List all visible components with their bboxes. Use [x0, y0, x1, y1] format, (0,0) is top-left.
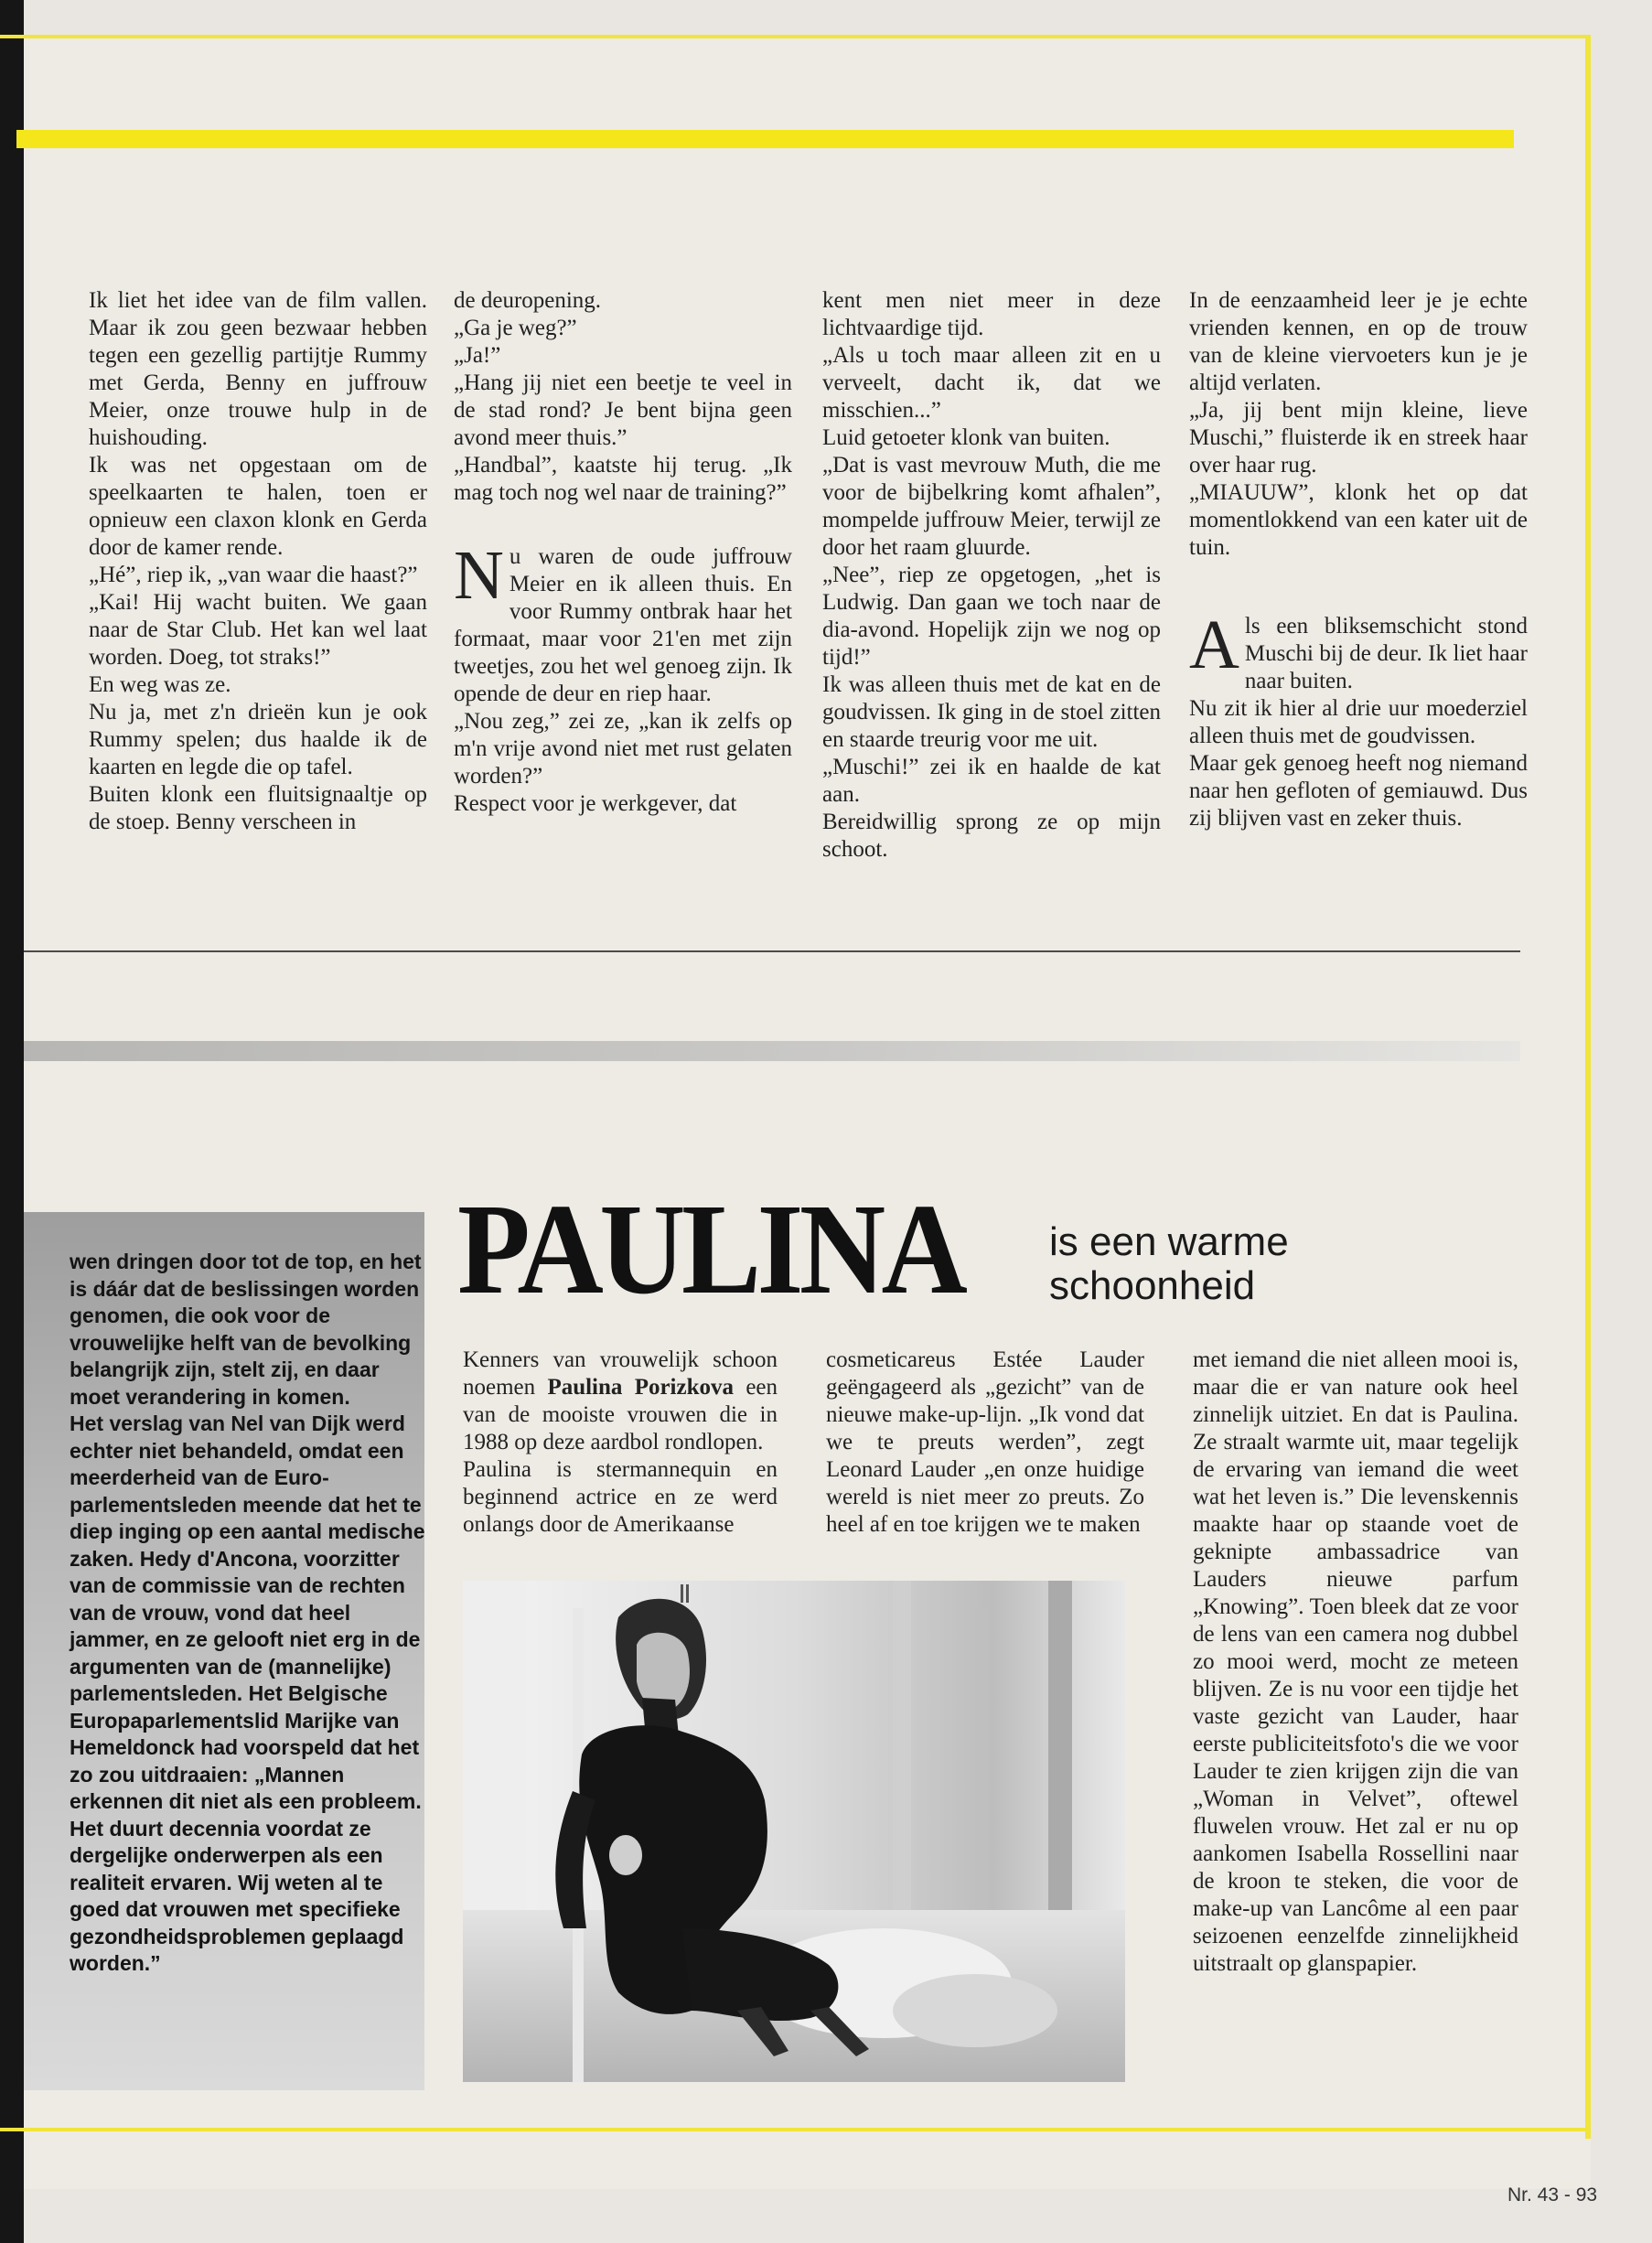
story-paragraph: En weg was ze.: [89, 672, 231, 697]
story-paragraph: „Muschi!” zei ik en haalde de kat aan.: [822, 755, 1161, 807]
yellow-header-band: [16, 130, 1514, 148]
article-paragraph: cosmeticareus Estée Lauder geëngageerd als „gezicht” van de nieuwe make-up-lijn. „Ik vond dat we te preuts werden”, zegt Leonard Lauder „en onze huidige wereld is niet meer zo preuts. Zo heel af en toe krijgen we te maken: [826, 1347, 1144, 1537]
story-paragraph: Respect voor je werkgever, dat: [454, 791, 737, 816]
story-paragraph: „Hé”, riep ik, „van waar die haast?”: [89, 563, 418, 587]
torn-edge: [0, 0, 24, 2243]
sidebar-text: [70, 1249, 426, 1978]
sidebar-paragraph: Het verslag van Nel van Dijk werd echter niet behandeld, omdat een meerderheid van de Euro-parlementsleden meende dat het te diep inging op een aantal medische zaken. Hedy d'Ancona, voorzitter van de commissie van de rechten van de vrouw, vond dat heel jammer, en ze gelooft niet erg in de argumenten van de (mannelijke) parlementsleden. Het Belgische Europaparlementslid Marijke van Hemeldonck had voorspeld dat het zo zou uitdraaien: „Mannen erkennen dit niet als een probleem. Het duurt decennia voordat ze dergelijke onderwerpen als een realiteit ervaren. Wij weten al te goed dat vrouwen met specifieke gezondheidsproblemen geplaagd worden.”: [70, 1411, 425, 1975]
story-paragraph: Maar gek genoeg heeft nog niemand naar hen gefloten of gemiauwd. Dus zij blijven vast en zeker thuis.: [1189, 751, 1528, 831]
drop-cap-a: A: [1189, 606, 1239, 683]
story-paragraph: „Ja!”: [454, 343, 501, 368]
article-subhead: [1049, 1220, 1342, 1308]
story-paragraph: „Als u toch maar alleen zit en u verveelt, dacht ik, dat we misschien...”: [822, 343, 1161, 423]
story-paragraph: Ik was net opgestaan om de speelkaarten te halen, toen er opnieuw een claxon klonk en Gerda door de kamer rende.: [89, 453, 427, 560]
story-paragraph: de deuropening.: [454, 288, 602, 313]
photo-illustration: [463, 1581, 1125, 2082]
story-paragraph: „Handbal”, kaatste hij terug. „Ik mag toch nog wel naar de training?”: [454, 453, 792, 505]
story-column-2: [454, 287, 792, 818]
story-paragraph: Nu waren de oude juffrouw Meier en ik alleen thuis. En voor Rummy ontbrak haar het formaat, maar voor 21'en met zijn tweetjes, zou het wel genoeg zijn. Ik opende de deur en riep haar.: [454, 537, 792, 706]
story-paragraph: „Nou zeg,” zei ze, „kan ik zelfs op m'n vrije avond niet met rust gelaten worden?”: [454, 709, 792, 789]
article-column-3: [1193, 1347, 1518, 1978]
article-column-1: [463, 1347, 778, 1539]
section-divider: [24, 950, 1520, 952]
story-paragraph: kent men niet meer in deze lichtvaardige tijd.: [822, 288, 1161, 340]
subhead-line: schoonheid: [1049, 1263, 1256, 1308]
page-number: Nr. 43 - 93: [1507, 2184, 1598, 2205]
story-paragraph: Nu ja, met z'n drieën kun je ook Rummy spelen; dus haalde ik de kaarten en legde die op tafel.: [89, 700, 427, 779]
story-paragraph: Buiten klonk een fluitsignaaltje op de stoep. Benny verscheen in: [89, 782, 427, 834]
subhead-line: is een warme: [1049, 1219, 1289, 1264]
story-paragraph: „Ga je weg?”: [454, 316, 577, 340]
story-paragraph: Bereidwillig sprong ze op mijn schoot.: [822, 810, 1161, 862]
sidebar-paragraph: wen dringen door tot de top, en het is dáár dat de beslissingen worden genomen, die ook voor de vrouwelijke helft van de bevolking belangrijk zijn, stelt zij, en daar moet verandering in komen.: [70, 1250, 422, 1409]
story-paragraph: „Dat is vast mevrouw Muth, die me voor de bijbelkring komt afhalen”, mompelde juffrouw Meier, terwijl ze door het raam gluurde.: [822, 453, 1161, 560]
story-paragraph: Ik was alleen thuis met de kat en de goudvissen. Ik ging in de stoel zitten en staarde treurig voor me uit.: [822, 672, 1161, 752]
story-paragraph: „Ja, jij bent mijn kleine, lieve Muschi,” fluisterde ik en streek haar over haar rug.: [1189, 398, 1528, 478]
story-column-1: [89, 287, 427, 836]
grey-gradient-band: [24, 1041, 1520, 1061]
article-column-2: [826, 1347, 1144, 1539]
article-headline: PAULINA: [457, 1176, 964, 1321]
story-paragraph: „Hang jij niet een beetje te veel in de stad rond? Je bent bijna geen avond meer thuis.”: [454, 370, 792, 450]
story-column-3: [822, 287, 1161, 864]
story-paragraph: „MIAUUW”, klonk het op dat momentlokkend van een kater uit de tuin.: [1189, 480, 1528, 560]
yellow-frame-bottom: [0, 2128, 1591, 2131]
story-paragraph: Nu zit ik hier al drie uur moederziel alleen thuis met de goudvissen.: [1189, 696, 1528, 748]
article-paragraph: Paulina is stermannequin en beginnend actrice en ze werd onlangs door de Amerikaanse: [463, 1457, 778, 1537]
story-column-4: [1189, 287, 1528, 832]
story-paragraph: „Nee”, riep ze opgetogen, „het is Ludwig. Dan gaan we toch naar de dia-avond. Hopelijk zijn we nog op tijd!”: [822, 563, 1161, 670]
drop-cap-n: N: [454, 537, 504, 614]
yellow-frame-right: [1585, 35, 1591, 2139]
story-paragraph: Luid getoeter klonk van buiten.: [822, 425, 1110, 450]
article-paragraph: met iemand die niet alleen mooi is, maar die er van nature ook heel zinnelijk uitziet. En dat is Paulina. Ze straalt warmte uit, maar tegelijk de ervaring van iemand die weet wat het leven is.” Die levenskennis maakte haar op staande voet de geknipte ambassadrice van Lauders nieuwe parfum „Knowing”. Toen bleek dat ze voor de lens van een camera nog dubbel zo mooi werd, mocht ze meteen blijven. Ze is nu voor een tijdje het vaste gezicht van Lauder, haar eerste publiciteitsfoto's die we voor Lauder te zien krijgen zijn die van „Woman in Velvet”, oftewel fluwelen vrouw. Het zal er nu op aankomen Isabella Rossellini naar de kroon te steken, die voor de make-up van Lancôme al een paar seizoenen eenzelfde zinnelijkheid uitstraalt op glanspapier.: [1193, 1347, 1518, 1976]
person-name: Paulina Porizkova: [547, 1375, 735, 1400]
paulina-photo: [463, 1581, 1125, 2082]
story-paragraph: Ik liet het idee van de film vallen. Maar ik zou geen bezwaar hebben tegen een gezellig partijtje Rummy met Gerda, Benny en juffrouw Meier, onze trouwe hulp in de huishouding.: [89, 288, 427, 450]
story-paragraph: „Kai! Hij wacht buiten. We gaan naar de Star Club. Het kan wel laat worden. Doeg, tot straks!”: [89, 590, 427, 670]
yellow-frame-top: [0, 35, 1591, 38]
story-paragraph: In de eenzaamheid leer je je echte vrienden kennen, en op de trouw van de kleine viervoeters kun je je altijd verlaten.: [1189, 288, 1528, 395]
story-paragraph: Als een bliksemschicht stond Muschi bij de deur. Ik liet haar naar buiten.: [1189, 606, 1528, 693]
article-paragraph: Kenners van vrouwelijk schoon noemen Paulina Porizkova een van de mooiste vrouwen die in 1988 op deze aardbol rondlopen.: [463, 1347, 778, 1454]
